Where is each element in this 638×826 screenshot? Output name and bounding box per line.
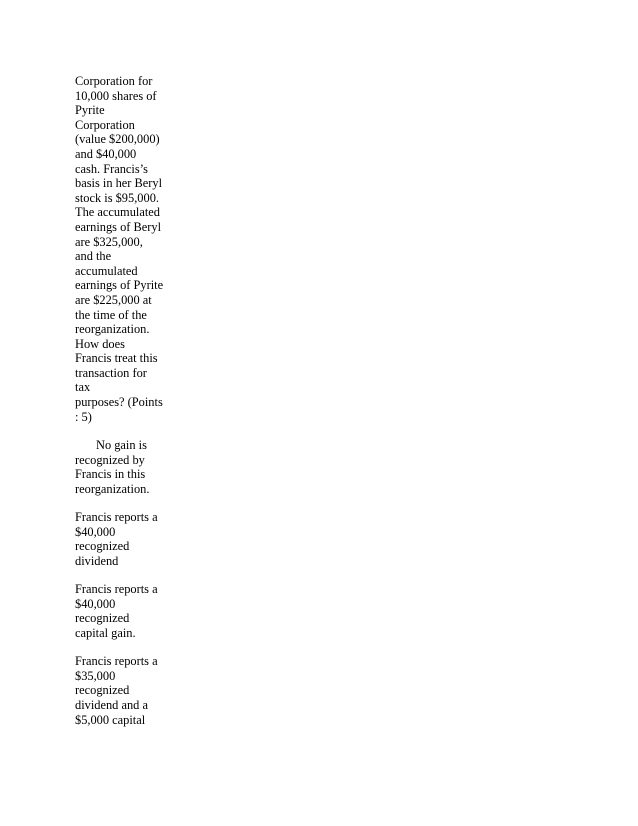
option-d-line: $5,000 capital [75, 712, 146, 727]
question-line: (value $200,000) [75, 132, 160, 147]
question-line: the time of the [75, 307, 147, 322]
question-line: reorganization. [75, 322, 150, 337]
question-line: and $40,000 [75, 146, 137, 161]
question-line: : 5) [75, 409, 92, 424]
question-line: and the [75, 249, 112, 264]
spacer [75, 424, 175, 438]
question-line: 10,000 shares of [75, 88, 157, 103]
question-line: Corporation [75, 117, 135, 132]
option-d-line: dividend and a [75, 697, 148, 712]
spacer [75, 569, 175, 583]
question-line: are $325,000, [75, 234, 143, 249]
option-d-line: $35,000 [75, 668, 116, 683]
spacer [75, 497, 175, 511]
option-a-line: No gain is [96, 438, 147, 453]
option-c-line: capital gain. [75, 625, 136, 640]
question-line: How does [75, 336, 125, 351]
option-a-line: reorganization. [75, 482, 150, 497]
option-b-line: recognized [75, 539, 130, 554]
question-line: earnings of Beryl [75, 219, 162, 234]
question-line: earnings of Pyrite [75, 278, 164, 293]
answer-option-d[interactable] [75, 654, 175, 727]
option-b-line: dividend [75, 554, 119, 568]
option-c-line: recognized [75, 611, 130, 626]
question-line: Francis treat this [75, 351, 158, 366]
question-line: purposes? (Points [75, 395, 163, 410]
option-a-line: Francis in this [75, 467, 146, 482]
answer-option-a[interactable] [75, 438, 175, 496]
option-d-line: Francis reports a [75, 654, 158, 669]
question-line: stock is $95,000. [75, 190, 159, 205]
option-d-line: recognized [75, 683, 130, 698]
option-c-line: $40,000 [75, 596, 116, 611]
option-a-line: recognized by [75, 452, 145, 467]
option-b-line: Francis reports a [75, 510, 158, 525]
option-c-line: Francis reports a [75, 582, 158, 597]
answer-option-c[interactable] [75, 582, 175, 640]
question-line: basis in her Beryl [75, 176, 163, 191]
question-line: The accumulated [75, 205, 160, 220]
question-line: transaction for [75, 365, 147, 380]
spacer [75, 641, 175, 655]
text-column [75, 74, 175, 727]
question-line: accumulated [75, 263, 138, 278]
answer-option-b[interactable] [75, 510, 175, 568]
question-line: cash. Francis’s [75, 161, 148, 176]
question-line: are $225,000 at [75, 292, 152, 307]
question-line: Pyrite [75, 103, 105, 118]
question-line: tax [75, 380, 91, 395]
question-line: Corporation for [75, 74, 153, 88]
question-text [75, 74, 175, 424]
option-b-line: $40,000 [75, 524, 116, 539]
